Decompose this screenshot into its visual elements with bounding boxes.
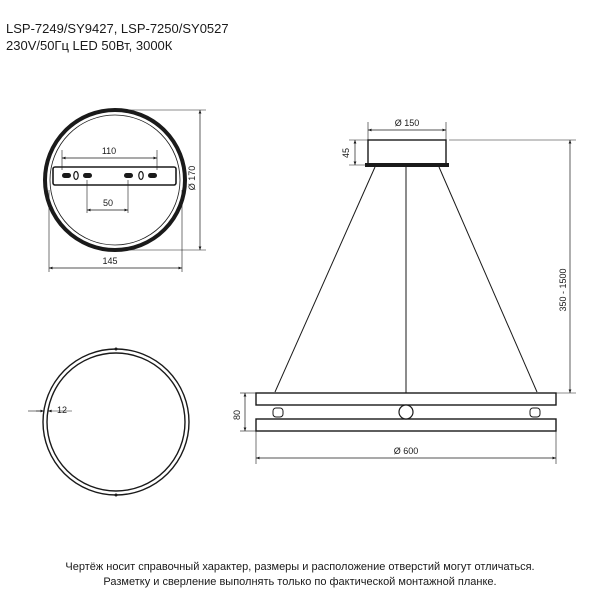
cable-left xyxy=(275,167,375,392)
cable-right xyxy=(439,167,537,392)
dim-ring-width-label: 12 xyxy=(56,405,68,415)
electrical-specs: 230V/50Гц LED 50Вт, 3000К xyxy=(6,38,173,53)
dim-canopy-diameter-label: Ø 150 xyxy=(394,118,420,128)
disclaimer-line-1: Чертёж носит справочный характер, размеры и расположение отверстий могут отличаться. xyxy=(65,561,535,573)
dim-base-diameter-label: Ø 170 xyxy=(187,165,197,191)
ring-inner-circle xyxy=(47,353,185,491)
ring-outer-circle xyxy=(43,349,189,495)
ring-lower-band xyxy=(256,419,556,431)
dim-ring-diameter-label: Ø 600 xyxy=(393,446,419,456)
dim-plate-holes-label: 110 xyxy=(101,146,117,156)
dim-ring-height-label: 80 xyxy=(232,409,242,421)
dim-inner-holes-label: 50 xyxy=(102,198,114,208)
canopy-top-view xyxy=(45,110,206,272)
dim-suspension-length-label: 350 - 1500 xyxy=(558,268,568,312)
disclaimer-line-2: Разметку и сверление выполнять только по фактической монтажной планке. xyxy=(103,576,497,588)
model-numbers: LSP-7249/SY9427, LSP-7250/SY0527 xyxy=(6,21,229,36)
dim-base-width-label: 145 xyxy=(102,256,118,266)
canopy-bottom-plate xyxy=(365,163,449,167)
dim-canopy-height-label: 45 xyxy=(341,147,351,159)
canopy-body xyxy=(368,140,446,165)
pendant-side-view xyxy=(232,118,576,464)
ring-center-connector xyxy=(399,405,413,419)
ring-top-view xyxy=(28,348,189,497)
ring-upper-band xyxy=(256,393,556,405)
mounting-plate xyxy=(53,167,176,185)
